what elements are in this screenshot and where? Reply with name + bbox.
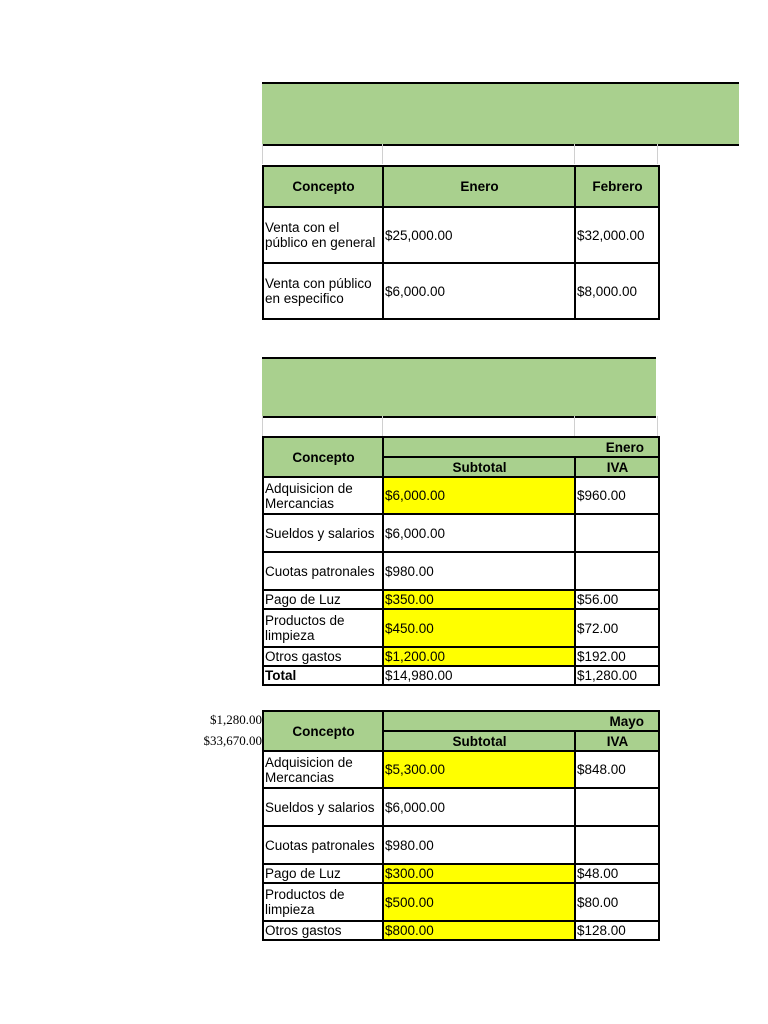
cell-concepto: Productos de limpieza [263,883,383,921]
cell-enero: $25,000.00 [383,207,575,263]
cell-iva: $80.00 [575,883,659,921]
cell-concepto: Sueldos y salarios [263,788,383,826]
cell-concepto: Adquisicion de Mercancias [263,477,383,514]
side-value-iva: $1,280.00 [210,712,262,727]
cell-concepto: Venta con público en especifico [263,263,383,319]
table1-spacer-gridline [574,144,575,164]
table-row [263,751,659,788]
total-row [263,666,659,685]
table-row [263,826,659,864]
table2-banner [262,357,656,418]
cell-concepto: Cuotas patronales [263,552,383,590]
cell-iva [575,826,659,864]
header-concepto: Concepto [263,711,383,751]
cell-iva [575,788,659,826]
table1-spacer-gridline [382,144,383,164]
table-row [263,883,659,921]
table-row [263,864,659,883]
cell-iva: $72.00 [575,609,659,647]
cell-iva: $56.00 [575,590,659,609]
cell-subtotal: $350.00 [383,590,575,609]
cell-concepto: Otros gastos [263,647,383,666]
header-iva: IVA [575,457,659,477]
cell-iva: $848.00 [575,751,659,788]
cell-concepto: Otros gastos [263,921,383,940]
cell-total-iva: $1,280.00 [575,666,659,685]
expenses-table-mayo [262,710,660,941]
header-subtotal: Subtotal [383,731,575,751]
expenses-table-enero [262,436,660,686]
cell-febrero: $32,000.00 [575,207,659,263]
cell-subtotal: $500.00 [383,883,575,921]
cell-febrero: $8,000.00 [575,263,659,319]
header-concepto: Concepto [263,437,383,477]
table1-spacer-row [262,144,658,164]
table-row [263,590,659,609]
cell-subtotal: $800.00 [383,921,575,940]
cell-iva: $960.00 [575,477,659,514]
cell-subtotal: $980.00 [383,552,575,590]
cell-concepto: Pago de Luz [263,864,383,883]
table-row [263,207,659,263]
header-iva: IVA [575,731,659,751]
side-value-total: $33,670.00 [203,733,262,748]
cell-subtotal: $6,000.00 [383,477,575,514]
table1-banner [262,82,739,146]
table-row [263,514,659,552]
cell-concepto: Venta con el público en general [263,207,383,263]
cell-subtotal: $5,300.00 [383,751,575,788]
table-row [263,263,659,319]
header-enero: Enero [383,166,575,207]
table-row [263,552,659,590]
table-row [263,921,659,940]
cell-concepto: Adquisicion de Mercancias [263,751,383,788]
cell-iva: $128.00 [575,921,659,940]
cell-subtotal: $1,200.00 [383,647,575,666]
header-febrero: Febrero [575,166,659,207]
header-subtotal: Subtotal [383,457,575,477]
table2-spacer-gridline [574,416,575,436]
header-month: Enero [383,437,659,457]
cell-concepto: Productos de limpieza [263,609,383,647]
cell-subtotal: $980.00 [383,826,575,864]
table-row [263,788,659,826]
table-row [263,477,659,514]
table-row [263,609,659,647]
table-row [263,647,659,666]
cell-subtotal: $450.00 [383,609,575,647]
cell-subtotal: $6,000.00 [383,788,575,826]
table2-spacer-gridline [382,416,383,436]
cell-total-subtotal: $14,980.00 [383,666,575,685]
cell-iva: $48.00 [575,864,659,883]
header-month: Mayo [383,711,659,731]
cell-enero: $6,000.00 [383,263,575,319]
sales-table [262,165,660,320]
cell-total-label: Total [263,666,383,685]
table2-spacer-row [262,416,658,436]
header-concepto: Concepto [263,166,383,207]
cell-concepto: Sueldos y salarios [263,514,383,552]
cell-concepto: Pago de Luz [263,590,383,609]
cell-iva [575,552,659,590]
cell-iva [575,514,659,552]
cell-subtotal: $6,000.00 [383,514,575,552]
cell-iva: $192.00 [575,647,659,666]
cell-subtotal: $300.00 [383,864,575,883]
cell-concepto: Cuotas patronales [263,826,383,864]
